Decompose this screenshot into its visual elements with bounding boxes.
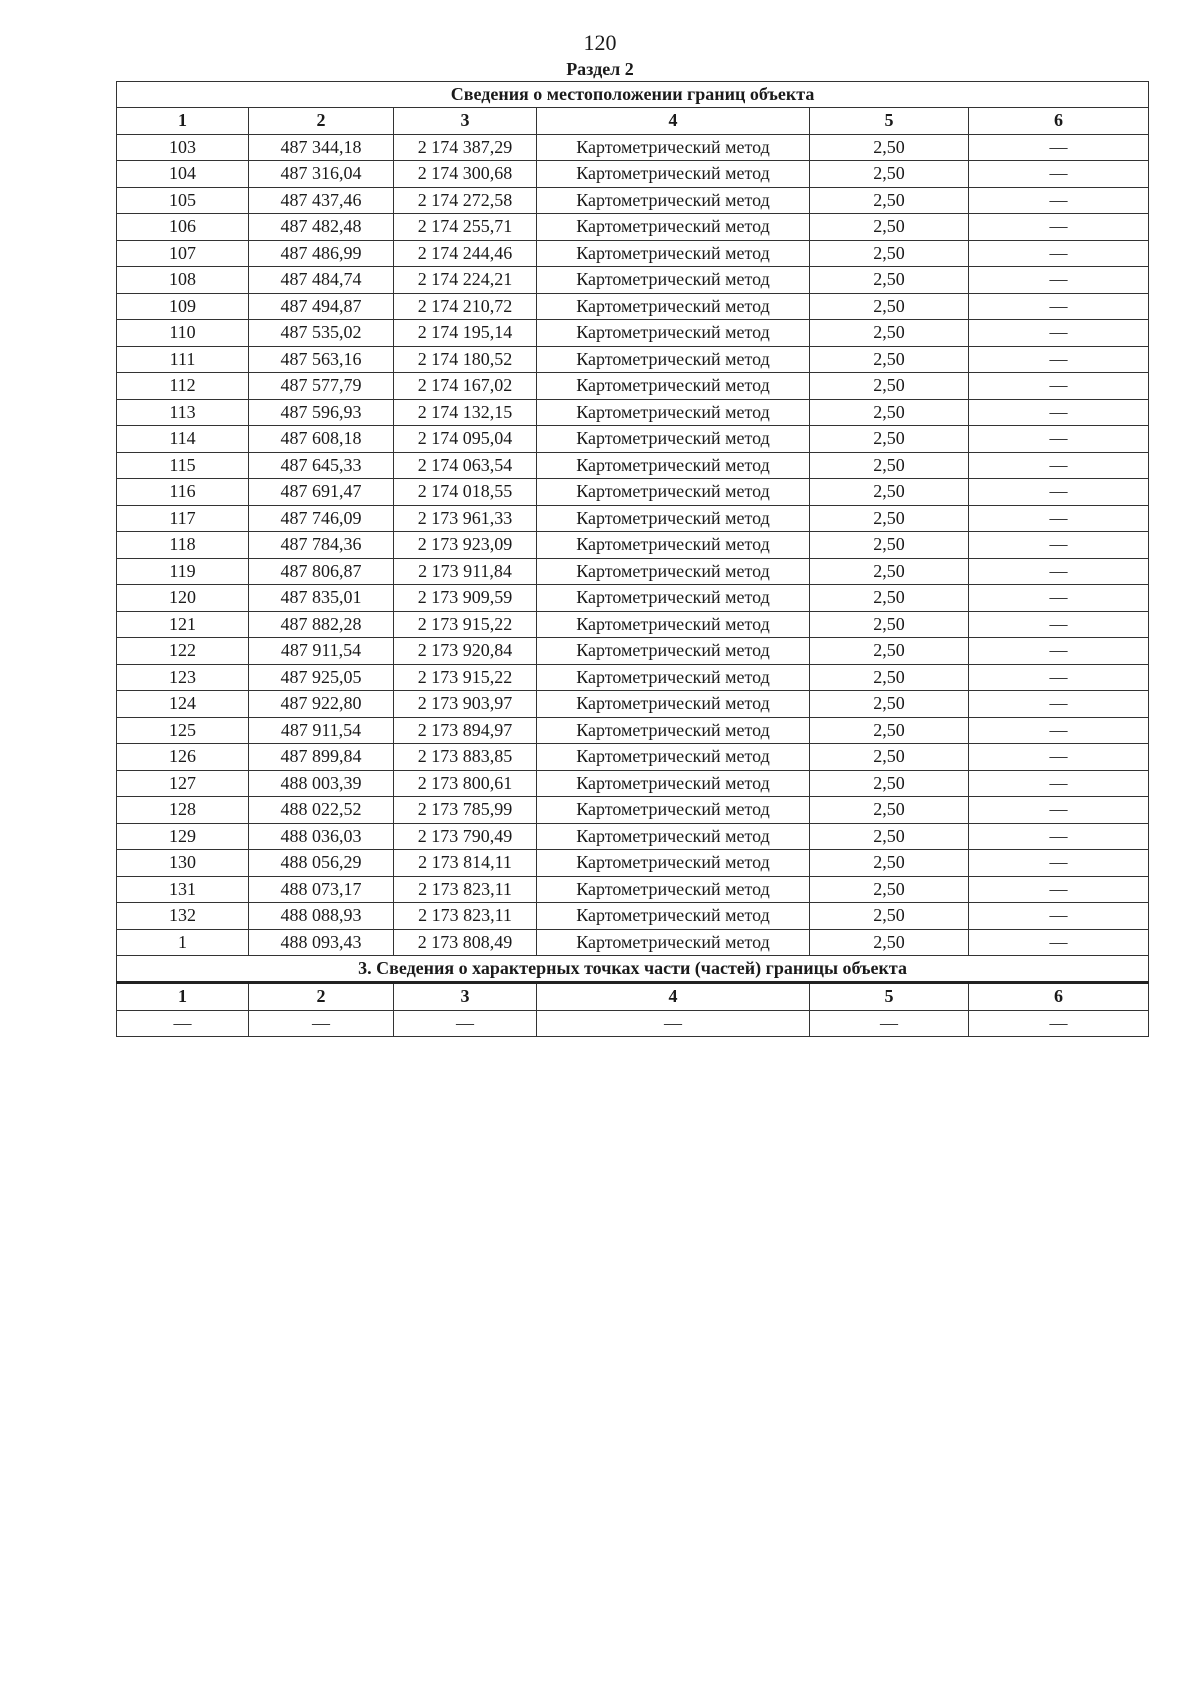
- table-cell: 2 174 063,54: [394, 452, 537, 479]
- table-cell: —: [969, 373, 1149, 400]
- column-header: 3: [394, 108, 537, 135]
- table-cell: 487 911,54: [249, 638, 394, 665]
- table-cell: Картометрический метод: [537, 532, 810, 559]
- table-cell: 2 173 814,11: [394, 850, 537, 877]
- table-cell: 117: [117, 505, 249, 532]
- table-cell: 2 173 909,59: [394, 585, 537, 612]
- table-cell: 2,50: [810, 850, 969, 877]
- table-row: [117, 664, 1149, 691]
- table-cell: 2,50: [810, 797, 969, 824]
- table-cell: 111: [117, 346, 249, 373]
- table-cell: 487 746,09: [249, 505, 394, 532]
- table-cell: 103: [117, 134, 249, 161]
- table-cell: —: [969, 452, 1149, 479]
- table-cell: 2,50: [810, 717, 969, 744]
- column-header: 4: [537, 983, 810, 1011]
- table-row: [117, 532, 1149, 559]
- table-cell: Картометрический метод: [537, 267, 810, 294]
- table-cell: 2,50: [810, 770, 969, 797]
- table-cell: Картометрический метод: [537, 479, 810, 506]
- table-cell: 2,50: [810, 293, 969, 320]
- table-cell: Картометрический метод: [537, 558, 810, 585]
- table-cell: 2,50: [810, 929, 969, 956]
- table-cell: 487 486,99: [249, 240, 394, 267]
- table2-title: 3. Сведения о характерных точках части (частей) границы объекта: [117, 956, 1149, 983]
- table-cell: 2 173 961,33: [394, 505, 537, 532]
- table-cell: 2 174 018,55: [394, 479, 537, 506]
- table-cell: —: [969, 1010, 1149, 1037]
- table-cell: Картометрический метод: [537, 903, 810, 930]
- table-cell: 2,50: [810, 426, 969, 453]
- table-cell: Картометрический метод: [537, 240, 810, 267]
- table-cell: 106: [117, 214, 249, 241]
- table-cell: Картометрический метод: [537, 320, 810, 347]
- table-cell: —: [969, 214, 1149, 241]
- column-header: 3: [394, 983, 537, 1011]
- table-cell: —: [969, 346, 1149, 373]
- table-row: [117, 399, 1149, 426]
- table-cell: 2,50: [810, 320, 969, 347]
- table-cell: 2,50: [810, 664, 969, 691]
- table-cell: 2 174 387,29: [394, 134, 537, 161]
- table-row: [117, 850, 1149, 877]
- table-cell: Картометрический метод: [537, 293, 810, 320]
- table-row: [117, 373, 1149, 400]
- table-cell: 2,50: [810, 505, 969, 532]
- table-row: [117, 187, 1149, 214]
- table-cell: Картометрический метод: [537, 744, 810, 771]
- table-row: [117, 452, 1149, 479]
- table-cell: 488 056,29: [249, 850, 394, 877]
- table-cell: 487 899,84: [249, 744, 394, 771]
- table-cell: 2 174 255,71: [394, 214, 537, 241]
- table-cell: 2 173 915,22: [394, 611, 537, 638]
- table-cell: —: [969, 505, 1149, 532]
- table-cell: Картометрический метод: [537, 929, 810, 956]
- table-cell: 2,50: [810, 532, 969, 559]
- column-header: 4: [537, 108, 810, 135]
- table-cell: 2,50: [810, 346, 969, 373]
- table-cell: 2,50: [810, 240, 969, 267]
- table-cell: 130: [117, 850, 249, 877]
- table-row: [117, 717, 1149, 744]
- table-row: [117, 929, 1149, 956]
- table-cell: 2 174 300,68: [394, 161, 537, 188]
- table-cell: —: [969, 611, 1149, 638]
- table-cell: 2,50: [810, 399, 969, 426]
- table-cell: 2 173 911,84: [394, 558, 537, 585]
- table-cell: 2 174 195,14: [394, 320, 537, 347]
- table-cell: 2,50: [810, 452, 969, 479]
- table-row: [117, 903, 1149, 930]
- column-header: 2: [249, 983, 394, 1011]
- table-cell: —: [969, 267, 1149, 294]
- table-cell: 487 316,04: [249, 161, 394, 188]
- table-cell: —: [969, 532, 1149, 559]
- table-cell: Картометрический метод: [537, 214, 810, 241]
- column-header: 2: [249, 108, 394, 135]
- table-cell: 487 911,54: [249, 717, 394, 744]
- table-row: [117, 479, 1149, 506]
- table-cell: 2 173 915,22: [394, 664, 537, 691]
- table-row: [117, 691, 1149, 718]
- table2-header-row: [117, 983, 1149, 1011]
- table-cell: —: [969, 717, 1149, 744]
- table-cell: 2,50: [810, 611, 969, 638]
- table-cell: 2,50: [810, 161, 969, 188]
- table-cell: 125: [117, 717, 249, 744]
- column-header: 1: [117, 108, 249, 135]
- table-cell: 132: [117, 903, 249, 930]
- table-cell: —: [969, 929, 1149, 956]
- table-cell: 2,50: [810, 373, 969, 400]
- table-cell: 131: [117, 876, 249, 903]
- table-cell: 124: [117, 691, 249, 718]
- table-cell: 109: [117, 293, 249, 320]
- table-row: [117, 876, 1149, 903]
- table-row: [117, 134, 1149, 161]
- table-cell: 2 173 883,85: [394, 744, 537, 771]
- table-cell: 123: [117, 664, 249, 691]
- table-cell: 2 174 210,72: [394, 293, 537, 320]
- table-cell: 488 003,39: [249, 770, 394, 797]
- table-cell: —: [810, 1010, 969, 1037]
- table-cell: 487 784,36: [249, 532, 394, 559]
- table-cell: Картометрический метод: [537, 797, 810, 824]
- table-cell: 2 173 790,49: [394, 823, 537, 850]
- column-header: 1: [117, 983, 249, 1011]
- table-cell: Картометрический метод: [537, 770, 810, 797]
- column-header: 6: [969, 108, 1149, 135]
- table-cell: —: [249, 1010, 394, 1037]
- table-cell: 487 806,87: [249, 558, 394, 585]
- table-cell: 119: [117, 558, 249, 585]
- table-cell: 488 093,43: [249, 929, 394, 956]
- table-cell: 2 173 903,97: [394, 691, 537, 718]
- table-cell: 487 835,01: [249, 585, 394, 612]
- table-cell: 122: [117, 638, 249, 665]
- table-cell: —: [969, 399, 1149, 426]
- table-cell: Картометрический метод: [537, 717, 810, 744]
- table-row: [117, 638, 1149, 665]
- table-cell: 2,50: [810, 479, 969, 506]
- table-cell: Картометрический метод: [537, 346, 810, 373]
- table-cell: 112: [117, 373, 249, 400]
- table-cell: 2,50: [810, 558, 969, 585]
- table-cell: 2,50: [810, 744, 969, 771]
- table2-title-row: [117, 956, 1149, 983]
- table-cell: 2 173 800,61: [394, 770, 537, 797]
- table-cell: —: [969, 691, 1149, 718]
- table-cell: —: [969, 479, 1149, 506]
- table1-header-row: [117, 108, 1149, 135]
- table-cell: Картометрический метод: [537, 505, 810, 532]
- table-cell: Картометрический метод: [537, 399, 810, 426]
- table-cell: 2 173 823,11: [394, 903, 537, 930]
- table-row: [117, 214, 1149, 241]
- table-row: [117, 558, 1149, 585]
- table-cell: 487 494,87: [249, 293, 394, 320]
- table-cell: 127: [117, 770, 249, 797]
- table-row: [117, 744, 1149, 771]
- table-cell: —: [969, 664, 1149, 691]
- table-cell: 2,50: [810, 585, 969, 612]
- table-cell: —: [969, 187, 1149, 214]
- table-cell: 2 173 920,84: [394, 638, 537, 665]
- table-cell: 108: [117, 267, 249, 294]
- table-cell: Картометрический метод: [537, 664, 810, 691]
- table-cell: Картометрический метод: [537, 373, 810, 400]
- table-cell: 2 174 132,15: [394, 399, 537, 426]
- table-cell: Картометрический метод: [537, 876, 810, 903]
- page-number: 120: [583, 30, 617, 55]
- table-cell: —: [969, 638, 1149, 665]
- table-cell: 114: [117, 426, 249, 453]
- table-cell: 126: [117, 744, 249, 771]
- column-header: 5: [810, 108, 969, 135]
- table-cell: 121: [117, 611, 249, 638]
- table-cell: 128: [117, 797, 249, 824]
- table-cell: 116: [117, 479, 249, 506]
- table-cell: 2 174 095,04: [394, 426, 537, 453]
- table-cell: 2 173 894,97: [394, 717, 537, 744]
- table-cell: —: [969, 293, 1149, 320]
- table-row: [117, 505, 1149, 532]
- table-cell: —: [969, 320, 1149, 347]
- table-cell: 2,50: [810, 691, 969, 718]
- table-cell: 2 173 808,49: [394, 929, 537, 956]
- table-cell: Картометрический метод: [537, 823, 810, 850]
- table-row: [117, 611, 1149, 638]
- table-cell: 2 174 272,58: [394, 187, 537, 214]
- table-row: [117, 770, 1149, 797]
- table-cell: 2 174 167,02: [394, 373, 537, 400]
- table-cell: 113: [117, 399, 249, 426]
- table-cell: —: [969, 876, 1149, 903]
- table-cell: 487 922,80: [249, 691, 394, 718]
- table-row: [117, 797, 1149, 824]
- table-cell: 2,50: [810, 214, 969, 241]
- table-row: [117, 320, 1149, 347]
- table-row: [117, 346, 1149, 373]
- table-cell: 110: [117, 320, 249, 347]
- table-cell: Картометрический метод: [537, 611, 810, 638]
- table-cell: —: [969, 585, 1149, 612]
- table1-title: Сведения о местоположении границ объекта: [117, 82, 1149, 108]
- table-cell: 2 173 923,09: [394, 532, 537, 559]
- table-row: [117, 293, 1149, 320]
- table-cell: 487 344,18: [249, 134, 394, 161]
- table-cell: —: [394, 1010, 537, 1037]
- table-cell: 487 596,93: [249, 399, 394, 426]
- table-cell: 2,50: [810, 638, 969, 665]
- table-cell: —: [969, 240, 1149, 267]
- table-cell: —: [969, 770, 1149, 797]
- table-cell: Картометрический метод: [537, 585, 810, 612]
- table-cell: 487 535,02: [249, 320, 394, 347]
- table-cell: Картометрический метод: [537, 691, 810, 718]
- table-cell: —: [969, 558, 1149, 585]
- table-cell: 129: [117, 823, 249, 850]
- table-cell: 488 022,52: [249, 797, 394, 824]
- table-cell: 2,50: [810, 134, 969, 161]
- table-cell: 2,50: [810, 187, 969, 214]
- table-cell: —: [969, 744, 1149, 771]
- table-cell: 487 577,79: [249, 373, 394, 400]
- table-cell: 487 608,18: [249, 426, 394, 453]
- table-cell: 118: [117, 532, 249, 559]
- column-header: 6: [969, 983, 1149, 1011]
- table-cell: 2,50: [810, 823, 969, 850]
- table-cell: 487 925,05: [249, 664, 394, 691]
- boundary-table: [116, 81, 1149, 1037]
- table-row: [117, 1010, 1149, 1037]
- table-cell: —: [969, 797, 1149, 824]
- table-cell: 487 437,46: [249, 187, 394, 214]
- table-cell: 487 882,28: [249, 611, 394, 638]
- table-cell: 487 563,16: [249, 346, 394, 373]
- table-body: [117, 82, 1149, 1037]
- table-cell: —: [969, 161, 1149, 188]
- table-cell: 487 482,48: [249, 214, 394, 241]
- table-cell: 488 073,17: [249, 876, 394, 903]
- table-cell: 2,50: [810, 267, 969, 294]
- table-cell: 2 173 785,99: [394, 797, 537, 824]
- table-cell: 487 484,74: [249, 267, 394, 294]
- table-cell: 488 088,93: [249, 903, 394, 930]
- table-cell: Картометрический метод: [537, 638, 810, 665]
- table-cell: 2 174 180,52: [394, 346, 537, 373]
- table-row: [117, 823, 1149, 850]
- table-row: [117, 426, 1149, 453]
- table-row: [117, 585, 1149, 612]
- table-cell: 487 691,47: [249, 479, 394, 506]
- table-cell: 104: [117, 161, 249, 188]
- table-cell: Картометрический метод: [537, 850, 810, 877]
- table-row: [117, 161, 1149, 188]
- table-row: [117, 267, 1149, 294]
- table-cell: 2,50: [810, 876, 969, 903]
- table-cell: —: [969, 426, 1149, 453]
- table1-title-row: [117, 82, 1149, 108]
- table-cell: 2 173 823,11: [394, 876, 537, 903]
- table-cell: 488 036,03: [249, 823, 394, 850]
- table-cell: —: [969, 850, 1149, 877]
- table-row: [117, 240, 1149, 267]
- table-cell: —: [537, 1010, 810, 1037]
- table-cell: 120: [117, 585, 249, 612]
- table-cell: Картометрический метод: [537, 161, 810, 188]
- column-header: 5: [810, 983, 969, 1011]
- table-cell: 105: [117, 187, 249, 214]
- table-cell: 2,50: [810, 903, 969, 930]
- table-cell: 107: [117, 240, 249, 267]
- table-cell: 2 174 244,46: [394, 240, 537, 267]
- table-cell: 115: [117, 452, 249, 479]
- section-title: Раздел 2: [566, 59, 634, 79]
- table-cell: —: [969, 903, 1149, 930]
- table-cell: Картометрический метод: [537, 452, 810, 479]
- table-cell: 2 174 224,21: [394, 267, 537, 294]
- table-cell: 487 645,33: [249, 452, 394, 479]
- table-cell: —: [117, 1010, 249, 1037]
- table-cell: Картометрический метод: [537, 134, 810, 161]
- table-cell: Картометрический метод: [537, 187, 810, 214]
- table-cell: —: [969, 823, 1149, 850]
- table-cell: —: [969, 134, 1149, 161]
- table-cell: Картометрический метод: [537, 426, 810, 453]
- table-cell: 1: [117, 929, 249, 956]
